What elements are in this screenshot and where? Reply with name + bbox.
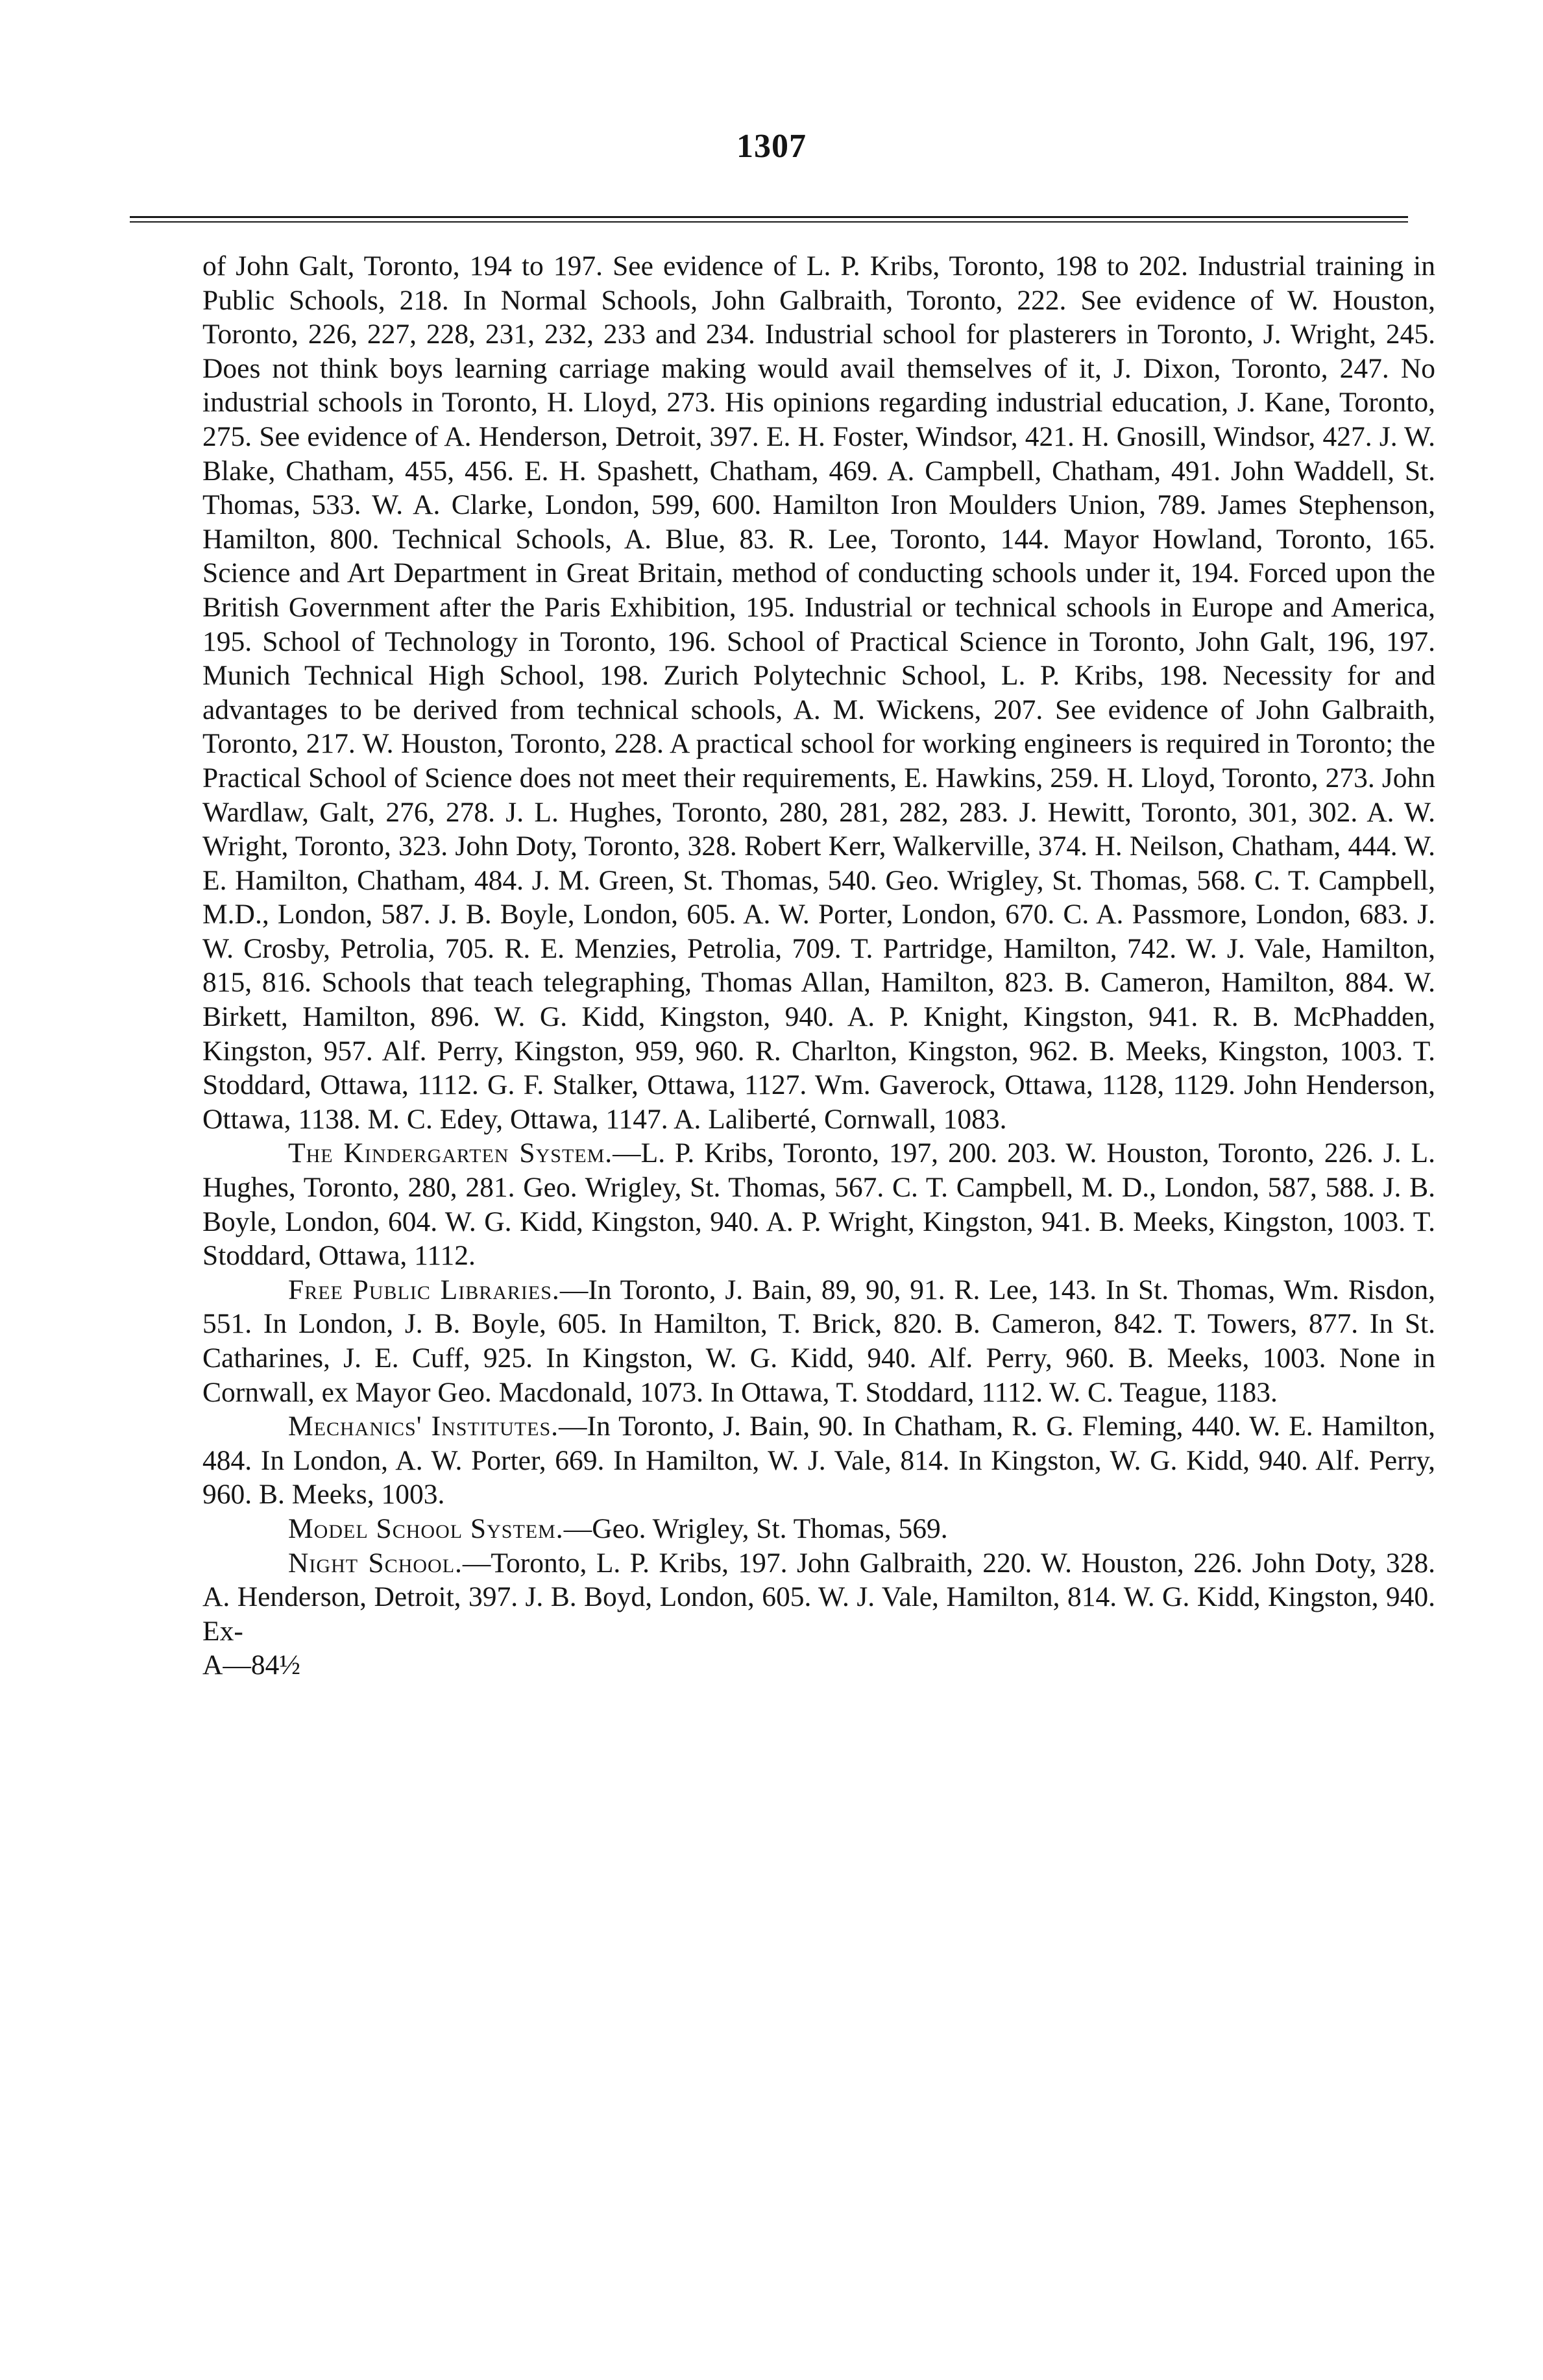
paragraph-text: of John Galt, Toronto, 194 to 197. See evidence of L. P. Kribs, Toronto, 198 to 202. Industrial training in Public Schools, 218. In Normal Schools, John Galbraith, Toronto, 222. See evidence of W. Houston, Toronto, 226, 227, 228, 231, 232, 233 and 234. Industrial school for plasterers in Toronto, J. Wright, 245. Does not think boys learning carriage making would avail themselves of it, J. Dixon, Toronto, 247. No industrial schools in Toronto, H. Lloyd, 273. His opinions regarding industrial education, J. Kane, Toronto, 275. See evidence of A. Henderson, Detroit, 397. E. H. Foster, Windsor, 421. H. Gnosill, Windsor, 427. J. W. Blake, Chatham, 455, 456. E. H. Spashett, Chatham, 469. A. Campbell, Chatham, 491. John Waddell, St. Thomas, 533. W. A. Clarke, London, 599, 600. Hamilton Iron Moulders Union, 789. James Stephenson, Hamilton, 800. Technical Schools, A. Blue, 83. R. Lee, Toronto, 144. Mayor Howland, Toronto, 165. Science and Art Department in Great Britain, method of conducting schools under it, 194. Forced upon the British Government after the Paris Exhibition, 195. Industrial or technical schools in Europe and America, 195. School of Technology in Toronto, 196. School of Practical Science in Toronto, John Galt, 196, 197. Munich Technical High School, 198. Zurich Polytechnic School, L. P. Kribs, 198. Necessity for and advantages to be derived from technical schools, A. M. Wickens, 207. See evidence of John Galbraith, Toronto, 217. W. Houston, Toronto, 228. A practical school for working engineers is required in Toronto; the Practical School of Science does not meet their requirements, E. Hawkins, 259. H. Lloyd, Toronto, 273. John Wardlaw, Galt, 276, 278. J. L. Hughes, Toronto, 280, 281, 282, 283. J. Hewitt, Toronto, 301, 302. A. W. Wright, Toronto, 323. John Doty, Toronto, 328. Robert Kerr, Walkerville, 374. H. Neilson, Chatham, 444. W. E. Hamilton, Chatham, 484. J. M. Green, St. Thomas, 540. Geo. Wrigley, St. Thomas, 568. C. T. Campbell, M.D., London, 587. J. B. Boyle, London, 605. A. W. Porter, London, 670. C. A. Passmore, London, 683. J. W. Crosby, Petrolia, 705. R. E. Menzies, Petrolia, 709. T. Partridge, Hamilton, 742. W. J. Vale, Hamilton, 815, 816. Schools that teach telegraphing, Thomas Allan, Hamilton, 823. B. Cameron, Hamilton, 884. W. Birkett, Hamilton, 896. W. G. Kidd, Kingston, 940. A. P. Knight, Kingston, 941. R. B. McPhadden, Kingston, 957. Alf. Perry, Kingston, 959, 960. R. Charlton, Kingston, 962. B. Meeks, Kingston, 1003. T. Stoddard, Ottawa, 1112. G. F. Stalker, Ottawa, 1127. Wm. Gaverock, Ottawa, 1128, 1129. John Henderson, Ottawa, 1138. M. C. Edey, Ottawa, 1147. A. Laliberté, Cornwall, 1083. — [202, 250, 1435, 1135]
page-number: 1307 — [736, 128, 807, 165]
paragraph-text: —In Toronto, J. Bain, 90. In Chatham, R. G. Fleming, 440. W. E. Hamilton, 484. In London, A. W. Porter, 669. In Hamilton, W. J. Vale, 814. In Kingston, W. G. Kidd, 940. Alf. Perry, 960. B. Meeks, 1003. — [202, 1411, 1435, 1511]
index-body — [202, 249, 1435, 1682]
index-paragraph-kindergarten — [202, 1136, 1435, 1272]
index-paragraph-night-school — [202, 1546, 1435, 1649]
index-paragraph-technical-education — [202, 249, 1435, 1136]
index-paragraph-model-school — [202, 1512, 1435, 1546]
section-heading-model-school: Model School System. — [288, 1512, 564, 1544]
header-rule-thick — [130, 216, 1408, 218]
signature-mark: A—84½ — [202, 1649, 301, 1681]
index-paragraph-mechanics-institutes — [202, 1409, 1435, 1512]
index-paragraph-free-public-libraries — [202, 1273, 1435, 1409]
section-heading-kindergarten: The Kindergarten System. — [288, 1137, 613, 1169]
header-rule-thin — [130, 221, 1408, 223]
section-heading-mechanics-institutes: Mechanics' Institutes. — [288, 1411, 559, 1442]
paragraph-text: —Toronto, L. P. Kribs, 197. John Galbraith, 220. W. Houston, 226. John Doty, 328. A. Henderson, Detroit, 397. J. B. Boyd, London, 605. W. J. Vale, Hamilton, 814. W. G. Kidd, Kingston, 940. Ex- — [202, 1547, 1435, 1647]
section-heading-night-school: Night School. — [288, 1547, 463, 1579]
paragraph-text: —In Toronto, J. Bain, 89, 90, 91. R. Lee, 143. In St. Thomas, Wm. Risdon, 551. In London, J. B. Boyle, 605. In Hamilton, T. Brick, 820. B. Cameron, 842. T. Towers, 877. In St. Catharines, J. E. Cuff, 925. In Kingston, W. G. Kidd, 940. Alf. Perry, 960. B. Meeks, 1003. None in Cornwall, ex Mayor Geo. Macdonald, 1073. In Ottawa, T. Stoddard, 1112. W. C. Teague, 1183. — [202, 1274, 1435, 1408]
section-heading-free-public-libraries: Free Public Libraries. — [288, 1274, 560, 1305]
paragraph-text: —Geo. Wrigley, St. Thomas, 569. — [563, 1512, 948, 1544]
paragraph-text: —L. P. Kribs, Toronto, 197, 200. 203. W. Houston, Toronto, 226. J. L. Hughes, Toronto, 280, 281. Geo. Wrigley, St. Thomas, 567. C. T. Campbell, M. D., London, 587, 588. J. B. Boyle, London, 604. W. G. Kidd, Kingston, 940. A. P. Wright, Kingston, 941. B. Meeks, Kingston, 1003. T. Stoddard, Ottawa, 1112. — [202, 1137, 1435, 1272]
